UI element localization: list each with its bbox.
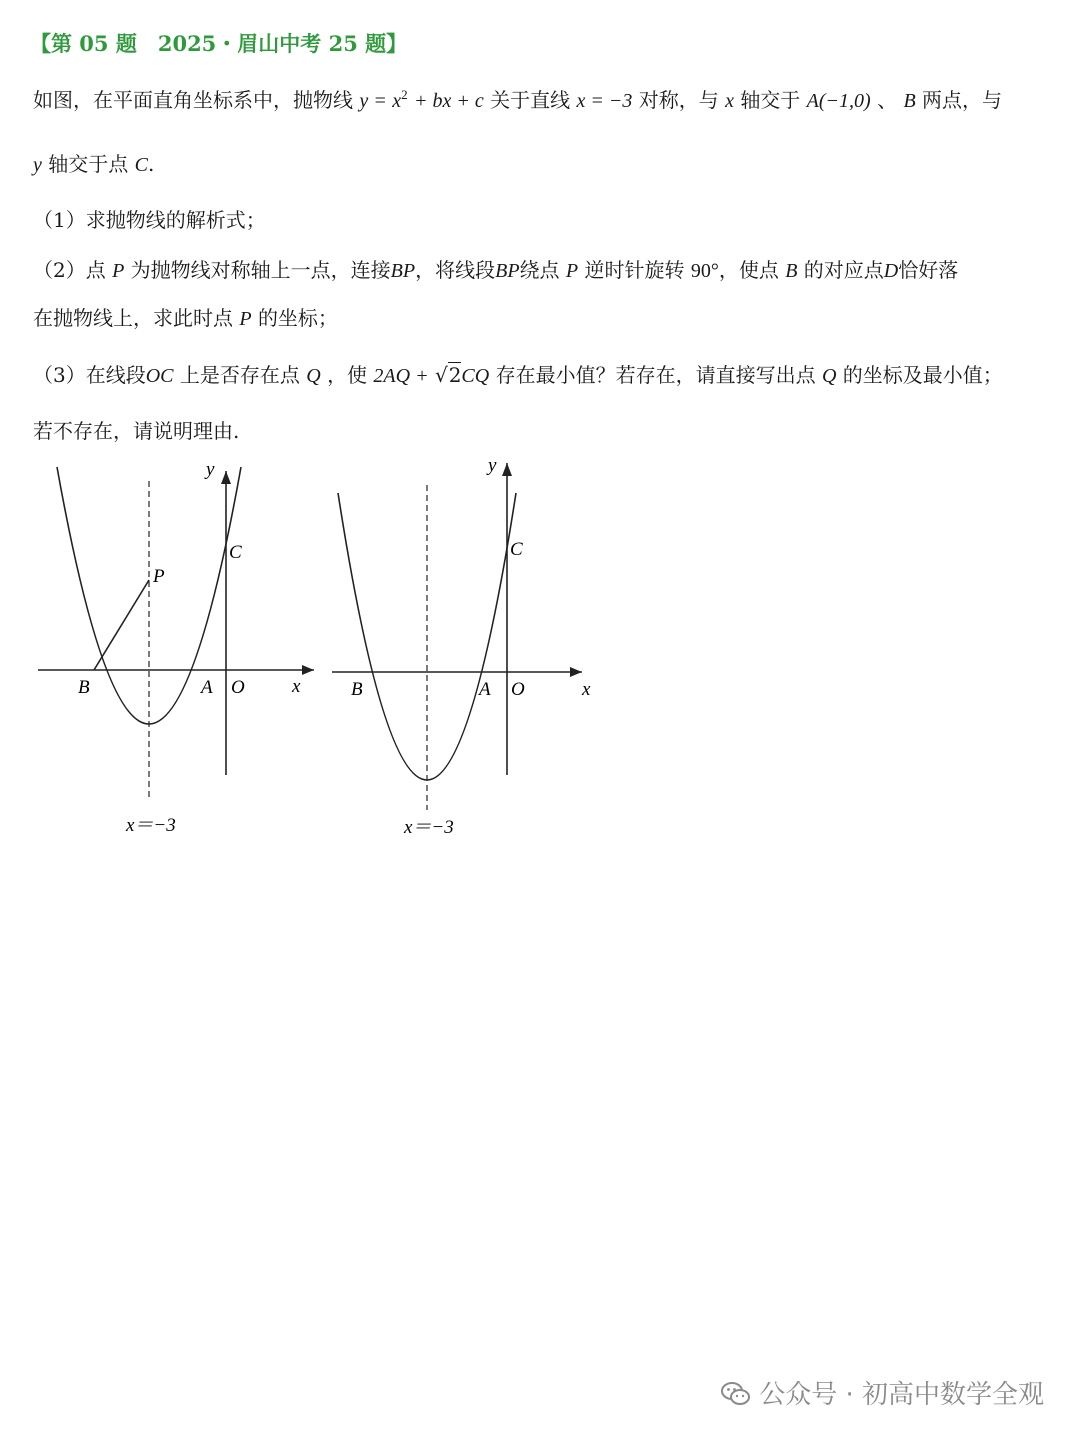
label-a: A [201,677,213,698]
sqrt-symbol: √2 [434,363,462,387]
label-b: B [351,679,363,700]
label-o: O [231,677,245,698]
question-2-line-2: 在抛物线上，求此时点 P 的坐标； [33,306,338,330]
label-c: C [510,539,523,560]
y-axis-arrow-icon [502,463,512,476]
symmetry-axis-label: x＝−3 [126,815,176,836]
question-1: （1）求抛物线的解析式； [33,208,266,232]
watermark [721,1374,1044,1411]
label-c: C [229,542,242,563]
label-x: x [292,676,301,697]
figure-1-parabola-with-point-p [20,455,320,845]
symmetry-axis-label: x＝−3 [404,817,454,838]
segment-bp [94,580,149,670]
question-2-line-1: （2）点 P 为抛物线对称轴上一点，连接BP，将线段BP绕点 P 逆时针旋转 90°，使点 B 的对应点D恰好落 [33,258,959,282]
wechat-icon [721,1381,751,1407]
question-3-line-2: 若不存在，请说明理由. [33,419,240,443]
label-o: O [511,679,525,700]
problem-intro-line-2: y 轴交于点 C. [33,152,155,176]
x-axis-arrow-icon [302,665,314,675]
question-3-line-1: （3）在线段OC 上是否存在点 Q ，使 2AQ + √2CQ 存在最小值？若存在，请直接写出点 Q 的坐标及最小值； [33,363,1003,387]
label-x: x [582,679,591,700]
problem-intro-line-1: 如图，在平面直角坐标系中，抛物线 $y = x^2$ + bx + c 关于直线 x = −3 对称，与 x 轴交于 A(−1,0) 、 B 两点，与 [33,87,1003,112]
watermark-text: 公众号 · 初高中数学全观 [759,1380,1044,1410]
y-axis-arrow-icon [221,471,231,484]
problem-title: 【第 05 题 2025・眉山中考 25 题】 [30,31,408,56]
x-axis-arrow-icon [570,667,582,677]
figure-2-parabola [320,455,610,845]
label-a: A [479,679,491,700]
label-b: B [78,677,90,698]
label-y: y [488,455,497,476]
label-y: y [206,459,215,480]
label-p: P [153,566,165,587]
